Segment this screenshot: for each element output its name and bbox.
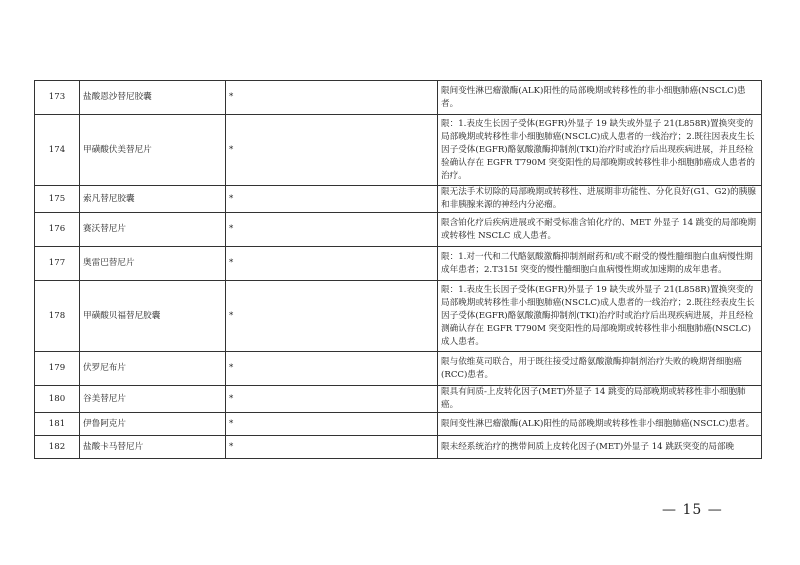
category-mark: * <box>226 186 438 213</box>
table-row <box>35 413 762 436</box>
usage-scope: 限间变性淋巴瘤激酶(ALK)阳性的局部晚期或转移性的非小细胞肺癌(NSCLC)患者。 <box>438 81 762 115</box>
table-row <box>35 186 762 213</box>
usage-scope: 限：1.表皮生长因子受体(EGFR)外显子 19 缺失或外显子 21(L858R)置换突变的局部晚期或转移性非小细胞肺癌(NSCLC)成人患者的一线治疗；2.既往因表皮生长因子受体(EGFR)酪氨酸激酶抑制剂(TKI)治疗时或治疗后出现疾病进展，并且经检验确认存在 EGFR T790M 突变阳性的局部晚期或转移性非小细胞肺癌成人患者的治疗。 <box>438 115 762 186</box>
usage-scope: 限与依维莫司联合，用于既往接受过酪氨酸激酶抑制剂治疗失败的晚期肾细胞癌(RCC)患者。 <box>438 352 762 386</box>
row-number: 178 <box>35 281 80 352</box>
usage-scope: 限：1.表皮生长因子受体(EGFR)外显子 19 缺失或外显子 21(L858R)置换突变的局部晚期或转移性非小细胞肺癌(NSCLC)成人患者的一线治疗；2.既往经表皮生长因子受体(EGFR)酪氨酸激酶抑制剂(TKI)治疗时或治疗后出现疾病进展，并且经检测确认存在 EGFR T790M 突变阳性的局部晚期或转移性非小细胞肺癌(NSCLC)成人患者。 <box>438 281 762 352</box>
usage-scope: 限具有间质-上皮转化因子(MET)外显子 14 跳变的局部晚期或转移性非小细胞肺癌。 <box>438 386 762 413</box>
category-mark: * <box>226 413 438 436</box>
drug-name: 伏罗尼布片 <box>80 352 226 386</box>
category-mark: * <box>226 213 438 247</box>
row-number: 175 <box>35 186 80 213</box>
drug-name: 谷美替尼片 <box>80 386 226 413</box>
category-mark: * <box>226 436 438 459</box>
category-mark: * <box>226 81 438 115</box>
category-mark: * <box>226 281 438 352</box>
usage-scope: 限：1.对一代和二代酪氨酸激酶抑制剂耐药和/或不耐受的慢性髓细胞白血病慢性期成年患者；2.T315I 突变的慢性髓细胞白血病慢性期或加速期的成年患者。 <box>438 247 762 281</box>
table-row <box>35 115 762 186</box>
usage-scope: 限无法手术切除的局部晚期或转移性、进展期非功能性、分化良好(G1、G2)的胰腺和非胰腺来源的神经内分泌瘤。 <box>438 186 762 213</box>
row-number: 177 <box>35 247 80 281</box>
row-number: 174 <box>35 115 80 186</box>
drug-name: 盐酸卡马替尼片 <box>80 436 226 459</box>
table-row <box>35 247 762 281</box>
table-row <box>35 281 762 352</box>
table-row <box>35 436 762 459</box>
drug-name: 奥雷巴替尼片 <box>80 247 226 281</box>
usage-scope: 限含铂化疗后疾病进展或不耐受标准含铂化疗的、MET 外显子 14 跳变的局部晚期或转移性 NSCLC 成人患者。 <box>438 213 762 247</box>
row-number: 181 <box>35 413 80 436</box>
row-number: 180 <box>35 386 80 413</box>
category-mark: * <box>226 247 438 281</box>
row-number: 179 <box>35 352 80 386</box>
drug-name: 甲磺酸伏美替尼片 <box>80 115 226 186</box>
page-number: — 15 — <box>662 502 723 518</box>
drug-name: 甲磺酸贝福替尼胶囊 <box>80 281 226 352</box>
category-mark: * <box>226 115 438 186</box>
table-row <box>35 352 762 386</box>
row-number: 182 <box>35 436 80 459</box>
drug-name: 赛沃替尼片 <box>80 213 226 247</box>
drug-name: 盐酸恩沙替尼胶囊 <box>80 81 226 115</box>
table-row <box>35 386 762 413</box>
usage-scope: 限未经系统治疗的携带间质上皮转化因子(MET)外显子 14 跳跃突变的局部晚 <box>438 436 762 459</box>
drug-name: 伊鲁阿克片 <box>80 413 226 436</box>
table-row <box>35 81 762 115</box>
row-number: 173 <box>35 81 80 115</box>
category-mark: * <box>226 352 438 386</box>
usage-scope: 限间变性淋巴瘤激酶(ALK)阳性的局部晚期或转移性非小细胞肺癌(NSCLC)患者。 <box>438 413 762 436</box>
row-number: 176 <box>35 213 80 247</box>
table-row <box>35 213 762 247</box>
drug-table <box>34 80 762 459</box>
drug-table-body <box>35 81 762 459</box>
category-mark: * <box>226 386 438 413</box>
drug-name: 索凡替尼胶囊 <box>80 186 226 213</box>
